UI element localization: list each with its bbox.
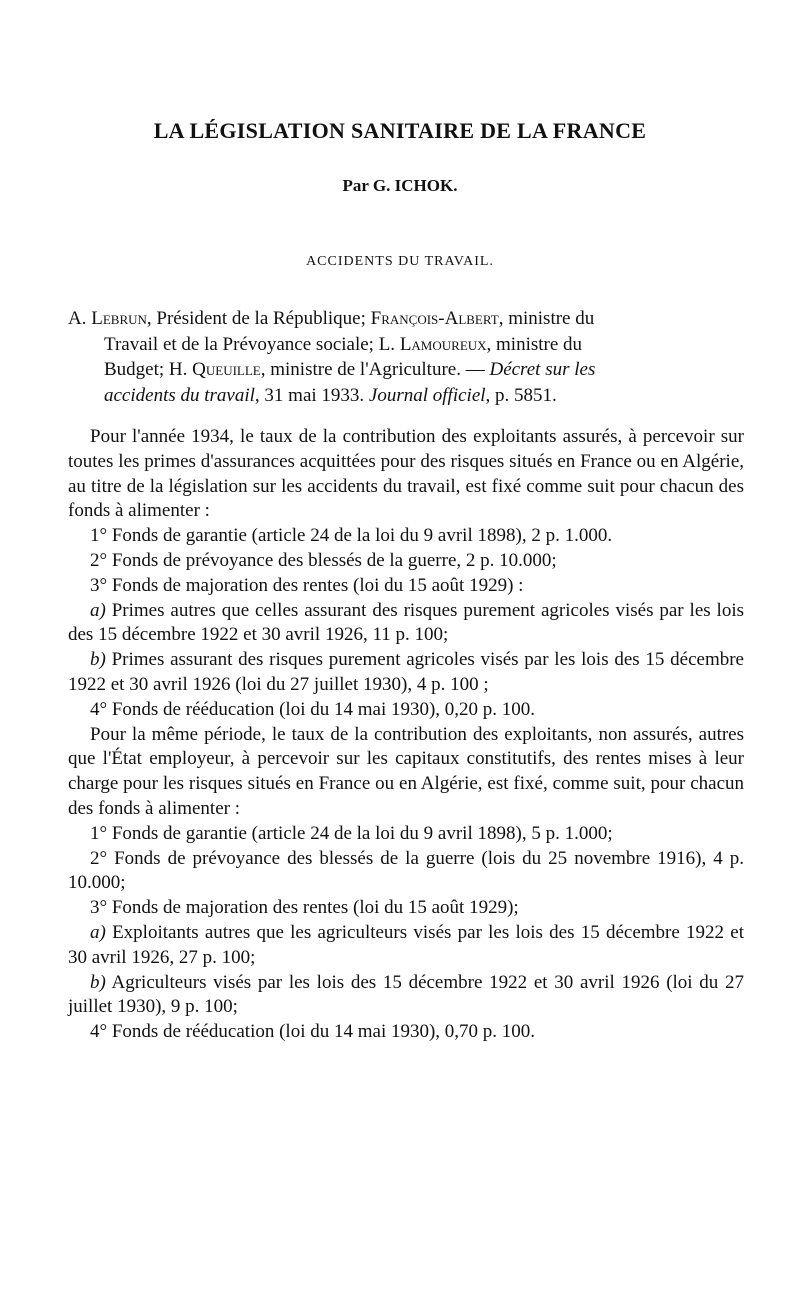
decree-text: , 31 mai 1933. xyxy=(254,384,369,406)
item-text: Primes autres que celles assurant des risques purement agricoles visés par les lois des 15 décembre 1922 et 30 avril 1926, 11 p. 100; xyxy=(68,599,744,646)
list-item: 1° Fonds de garantie (article 24 de la loi du 9 avril 1898), 2 p. 1.000. xyxy=(90,525,613,547)
item-text: Exploitants autres que les agriculteurs visés par les lois des 15 décembre 1922 et 30 avril 1926, 27 p. 100; xyxy=(68,921,744,968)
body-text xyxy=(68,425,744,1045)
item-label: a) xyxy=(90,921,106,943)
name-queuille: Queuille xyxy=(192,359,261,380)
decree-citation xyxy=(68,306,744,408)
decree-title-italic: accidents du travail xyxy=(104,384,255,406)
sub-list-item xyxy=(68,971,744,1021)
item-label: a) xyxy=(90,599,106,621)
sub-list-item xyxy=(68,599,744,649)
decree-text: A. xyxy=(68,308,92,329)
item-text: Primes assurant des risques purement agricoles visés par les lois des 15 décembre 1922 et 30 avril 1926 (loi du 27 juillet 1930), 4 p. 100 ; xyxy=(68,649,744,695)
paragraph: Pour la même période, le taux de la contribution des exploitants, non assurés, autres que l'État employeur, à percevoir sur les capitaux constitutifs, des rentes mises à leur charge pour les risques situés en France ou en Algérie, est fixé, comme suit, pour chacun des fonds à alimenter : xyxy=(68,723,744,819)
decree-text: Travail et de la Prévoyance sociale; L. xyxy=(104,333,400,355)
author-line: Par G. ICHOK. xyxy=(342,176,458,195)
list-item: 4° Fonds de rééducation (loi du 14 mai 1930), 0,20 p. 100. xyxy=(90,698,536,720)
decree-line xyxy=(68,383,744,409)
journal-name: Journal officiel xyxy=(368,384,486,406)
name-francois-albert: François-Albert xyxy=(370,308,499,329)
list-item: 1° Fonds de garantie (article 24 de la loi du 9 avril 1898), 5 p. 1.000; xyxy=(90,822,613,844)
decree-text: , p. 5851. xyxy=(485,384,557,406)
decree-line xyxy=(68,357,744,383)
page-title: LA LÉGISLATION SANITAIRE DE LA FRANCE xyxy=(153,118,647,143)
decree-text: , ministre du xyxy=(498,308,595,329)
decree-text: , ministre de l'Agriculture. — xyxy=(260,359,490,380)
name-lebrun: Lebrun xyxy=(91,308,147,329)
list-item: 2° Fonds de prévoyance des blessés de la guerre, 2 p. 10.000; xyxy=(90,549,557,571)
list-item: 3° Fonds de majoration des rentes (loi du 15 août 1929); xyxy=(90,897,519,919)
item-label: b) xyxy=(90,649,106,671)
item-label: b) xyxy=(90,971,106,993)
decree-text: Budget; H. xyxy=(104,359,193,380)
sub-list-item xyxy=(68,921,744,971)
decree-text: , ministre du xyxy=(486,333,583,355)
list-item: 4° Fonds de rééducation (loi du 14 mai 1930), 0,70 p. 100. xyxy=(90,1021,536,1043)
decree-title-italic: Décret sur les xyxy=(489,359,596,380)
section-heading: ACCIDENTS DU TRAVAIL. xyxy=(306,254,494,269)
name-lamoureux: Lamoureux xyxy=(399,333,487,355)
list-item: 2° Fonds de prévoyance des blessés de la guerre (lois du 25 novembre 1916), 4 p. 10.000; xyxy=(68,847,744,894)
decree-line xyxy=(68,306,744,332)
item-text: Agriculteurs visés par les lois des 15 décembre 1922 et 30 avril 1926 (loi du 27 juillet 1930), 9 p. 100; xyxy=(68,971,744,1018)
sub-list-item xyxy=(68,648,744,698)
list-item: 3° Fonds de majoration des rentes (loi du 15 août 1929) : xyxy=(90,574,524,596)
decree-line xyxy=(68,332,744,358)
paragraph: Pour l'année 1934, le taux de la contribution des exploitants assurés, à percevoir sur toutes les primes d'assurances acquittées pour des risques situés en France ou en Algérie, au titre de la législation sur les accidents du travail, est fixé comme suit pour chacun des fonds à alimenter : xyxy=(68,426,744,522)
decree-text: , Président de la République; xyxy=(146,308,371,329)
